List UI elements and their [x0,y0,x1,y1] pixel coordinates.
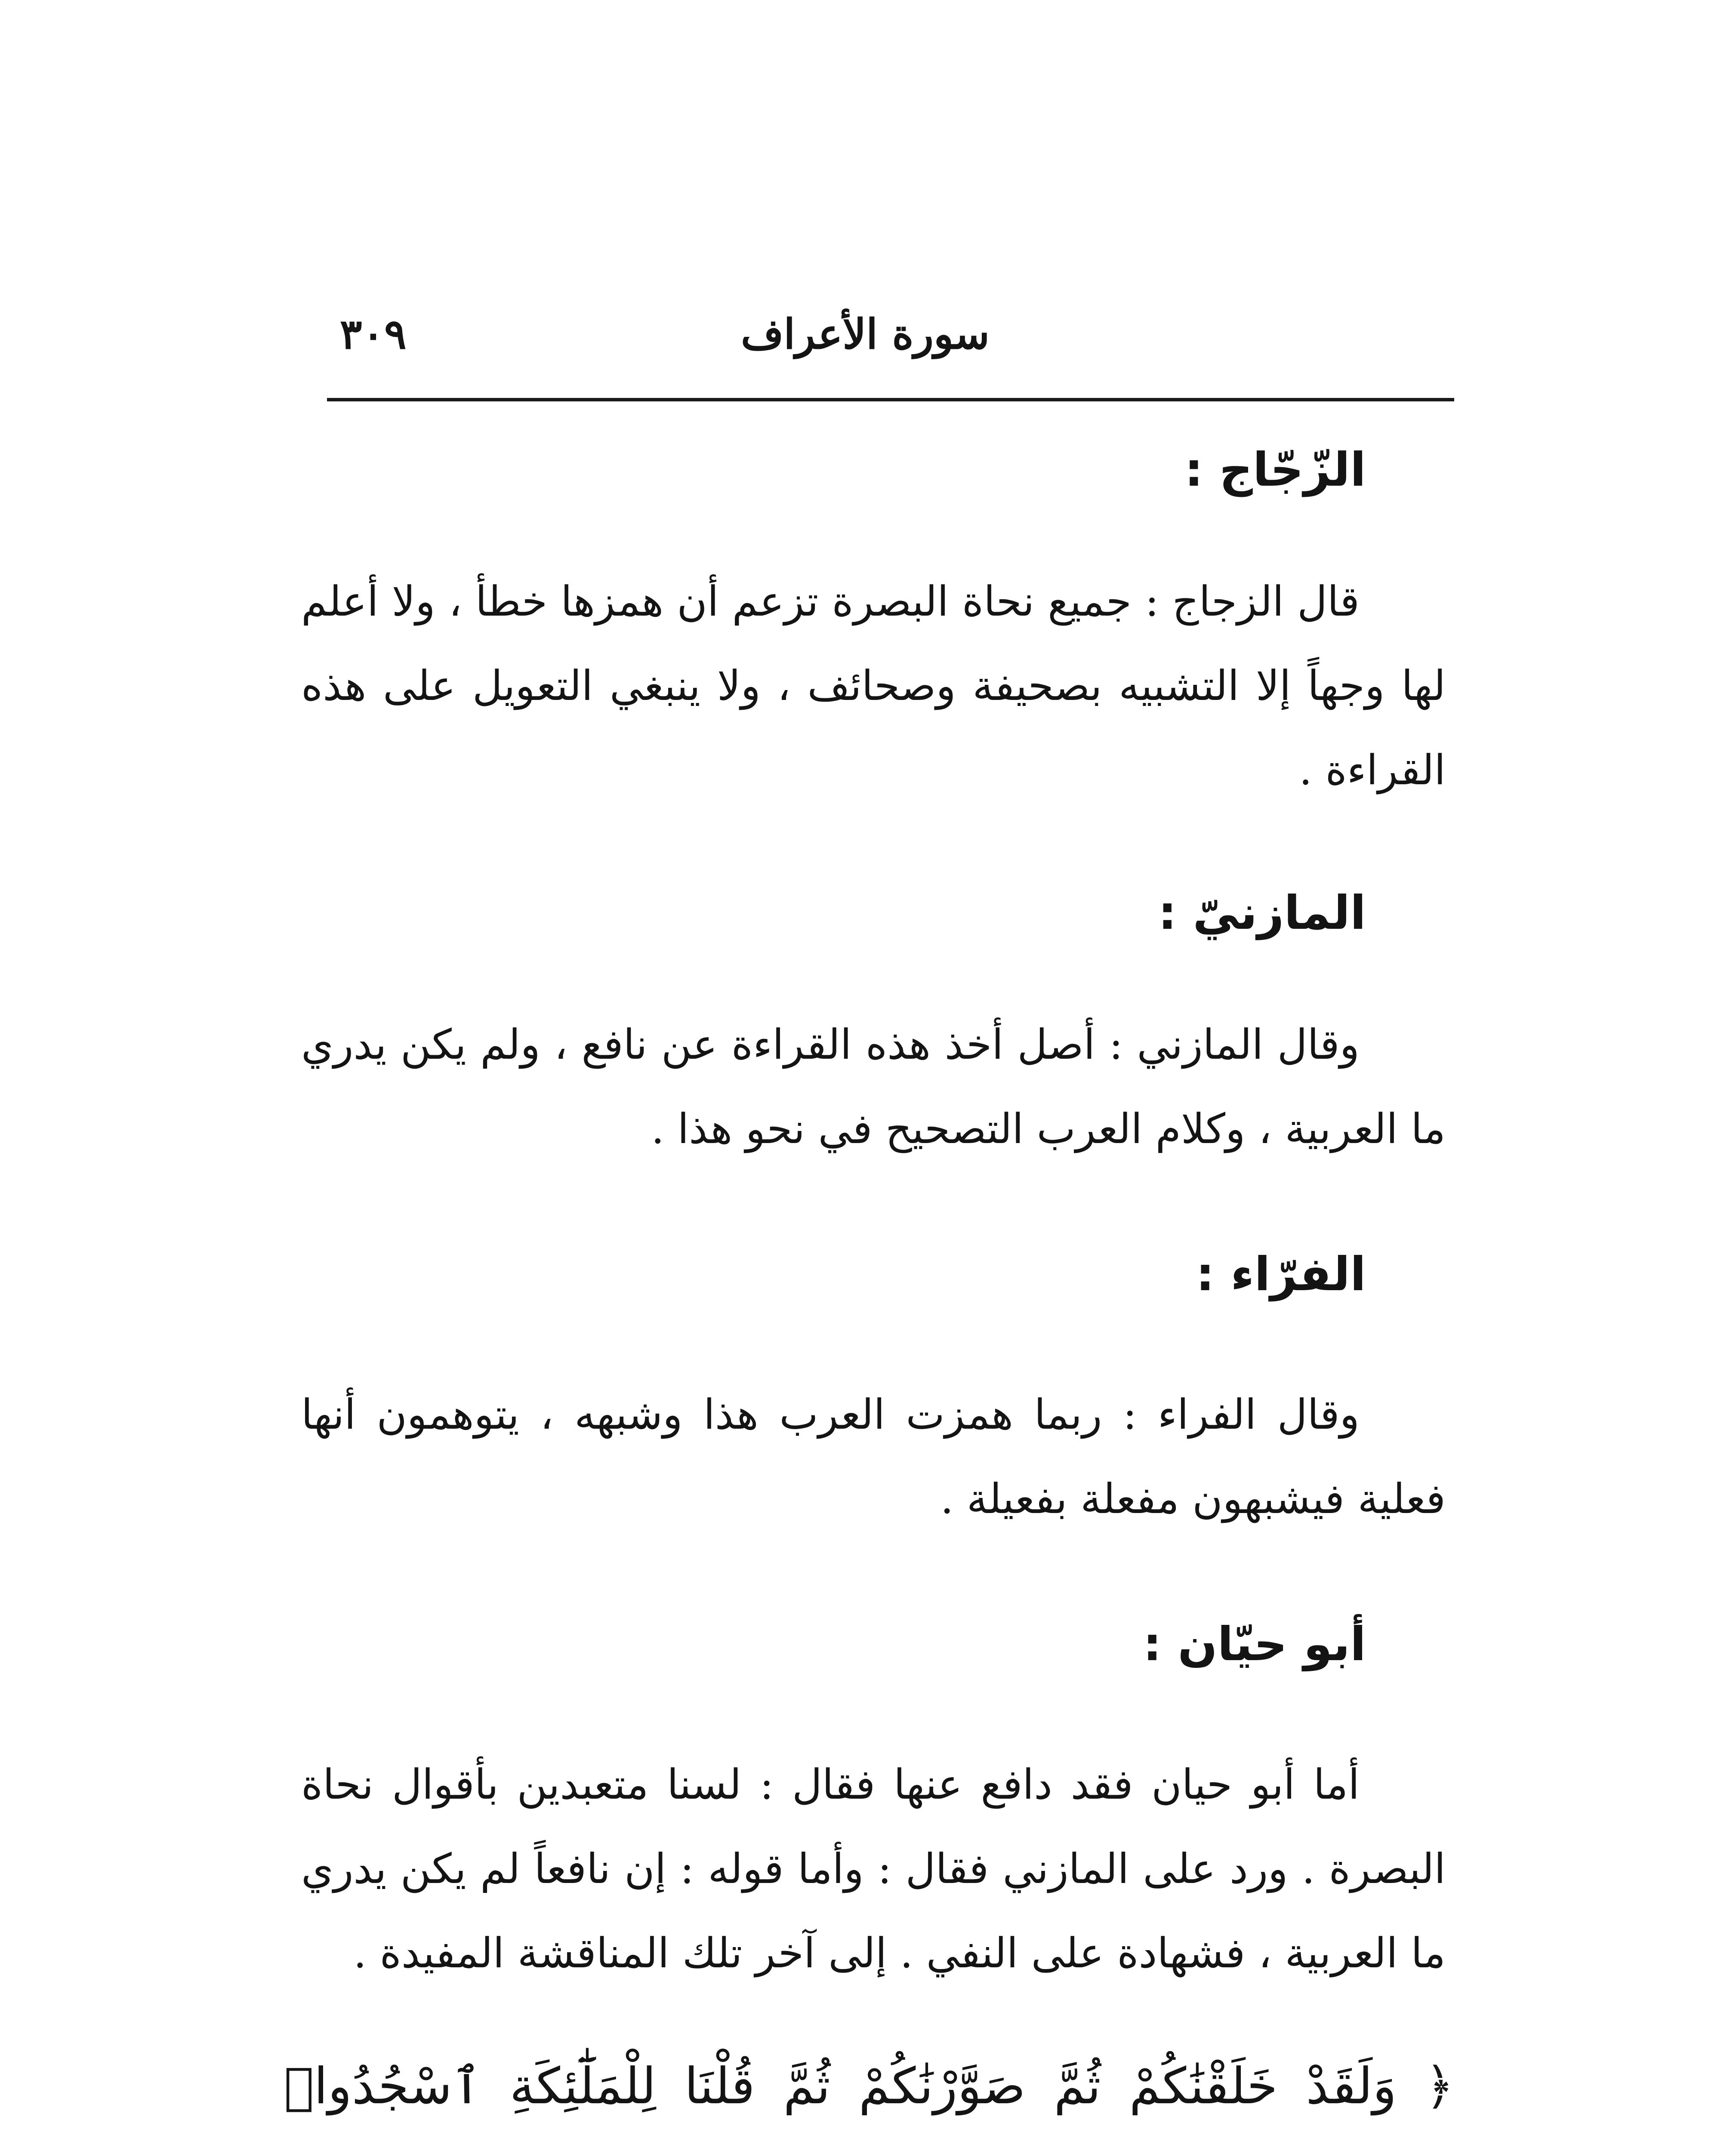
section-body-zajjaj [301,559,1446,812]
verse-text: وَلَقَدْ خَلَقْنَٰكُمْ ثُمَّ صَوَّرْنَٰكُمْ ثُمَّ قُلْنَا لِلْمَلَٰٓئِكَةِ ٱسْجُدُوا۟ [284,2057,1397,2115]
paragraph: أما أبو حيان فقد دافع عنها فقال : لسنا متعبدين بأقوال نحاة البصرة . ورد على المازني فقال : وأما قوله : إن نافعاً لم يكن يدري ما العربية ، فشهادة على النفي . إلى آخر تلك المناقشة المفيدة . [301,1760,1446,1977]
page-number: ٣٠٩ [340,310,407,358]
header-rule [327,398,1454,401]
section-body-farra [301,1372,1446,1541]
page-header [327,310,1454,379]
running-title: سورة الأعراف [741,310,990,358]
paragraph: قال الزجاج : جميع نحاة البصرة تزعم أن همزها خطأ ، ولا أعلم لها وجهاً إلا التشبيه بصحيفة وصحائف ، ولا ينبغي التعويل على هذه القراءة . [301,577,1446,794]
section-heading-zajjaj: الزّجّاج : [1184,443,1366,497]
section-heading-mazini: المازنيّ : [1158,886,1366,940]
section-body-mazini [301,1002,1446,1171]
section-heading-farra: الفرّاء : [1196,1248,1366,1301]
paragraph: وقال الفراء : ربما همزت العرب هذا وشبهه ، يتوهمون أنها فعلية فيشبهون مفعلة بفعيلة . [301,1390,1446,1523]
section-heading-abu-hayyan: أبو حيّان : [1143,1618,1366,1671]
verse-open-bracket: ﴿ [1425,2057,1454,2115]
paragraph: وقال المازني : أصل أخذ هذه القراءة عن نافع ، ولم يكن يدري ما العربية ، وكلام العرب التصحيح في نحو هذا . [301,1020,1446,1153]
section-body-abu-hayyan [301,1742,1446,1995]
quran-verse [284,2022,1454,2151]
